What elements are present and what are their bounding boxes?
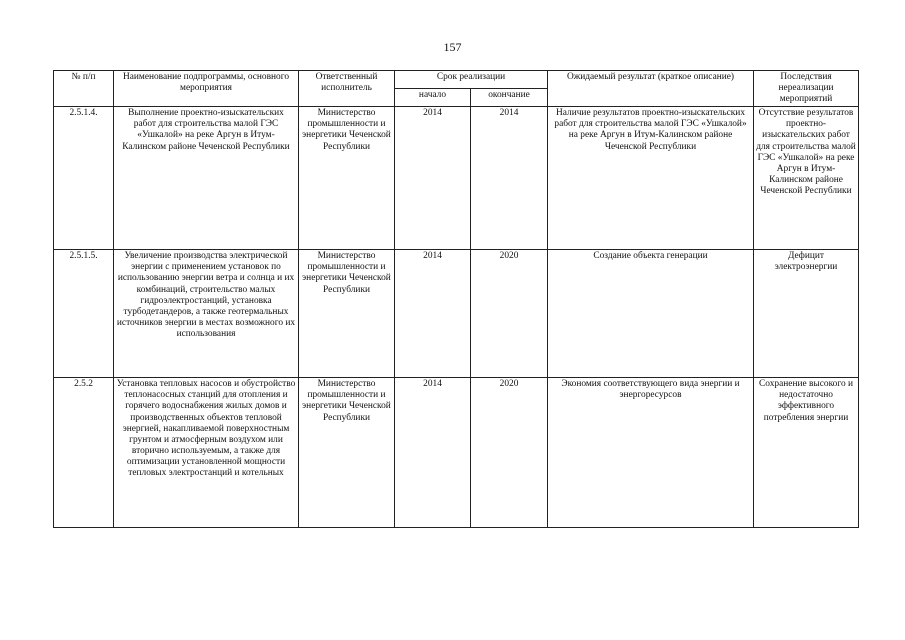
row-start: 2014 — [395, 107, 471, 250]
row-consequences: Отсутствие результатов проектно-изыскательских работ для строительства малой ГЭС «Ушкалой» на реке Аргун в Итум-Калинском районе Чеченской Республики — [754, 107, 859, 250]
header-num: № п/п — [54, 71, 114, 107]
header-period: Срок реализации — [395, 71, 548, 89]
row-start: 2014 — [395, 250, 471, 378]
table-row — [54, 250, 859, 378]
header-start: начало — [395, 89, 471, 107]
header-row — [54, 71, 859, 89]
row-consequences: Сохранение высокого и недостаточно эффективного потребления энергии — [754, 378, 859, 528]
row-num: 2.5.2 — [54, 378, 114, 528]
row-result: Экономия соответствующего вида энергии и энергоресурсов — [548, 378, 754, 528]
row-name: Установка тепловых насосов и обустройство теплонасосных станций для отопления и горячего водоснабжения жилых домов и производственных объектов тепловой энергией, накапливаемой поверхностным грунтом и атмосферным воздухом или вторично используемым, а также для оптимизации установленной мощности тепловых электростанций и котельных — [114, 378, 299, 528]
header-executor: Ответственный исполнитель — [299, 71, 395, 107]
row-executor: Министерство промышленности и энергетики Чеченской Республики — [299, 250, 395, 378]
header-end: окончание — [471, 89, 548, 107]
row-result: Наличие результатов проектно-изыскательских работ для строительства малой ГЭС «Ушкалой» на реке Аргун в Итум-Калинском районе Чеченской Республики — [548, 107, 754, 250]
header-consequences: Последствия нереализации мероприятий — [754, 71, 859, 107]
row-end: 2020 — [471, 378, 548, 528]
row-end: 2014 — [471, 107, 548, 250]
row-start: 2014 — [395, 378, 471, 528]
row-consequences: Дефицит электроэнергии — [754, 250, 859, 378]
page-number: 157 — [443, 40, 462, 54]
header-name: Наименование подпрограммы, основного мероприятия — [114, 71, 299, 107]
table-row — [54, 378, 859, 528]
table-row — [54, 107, 859, 250]
header-result: Ожидаемый результат (краткое описание) — [548, 71, 754, 107]
row-end: 2020 — [471, 250, 548, 378]
row-executor: Министерство промышленности и энергетики Чеченской Республики — [299, 107, 395, 250]
program-table — [53, 70, 859, 528]
row-result: Создание объекта генерации — [548, 250, 754, 378]
row-name: Выполнение проектно-изыскательских работ для строительства малой ГЭС «Ушкалой» на реке Аргун в Итум-Калинском районе Чеченской Республики — [114, 107, 299, 250]
row-name: Увеличение производства электрической энергии с применением установок по использованию энергии ветра и солнца и их комбинаций, строительство малых гидроэлектростанций, установка турбодетандеров, а также геотермальных источников энергии в местах возможного их использования — [114, 250, 299, 378]
row-num: 2.5.1.4. — [54, 107, 114, 250]
row-num: 2.5.1.5. — [54, 250, 114, 378]
row-executor: Министерство промышленности и энергетики Чеченской Республики — [299, 378, 395, 528]
